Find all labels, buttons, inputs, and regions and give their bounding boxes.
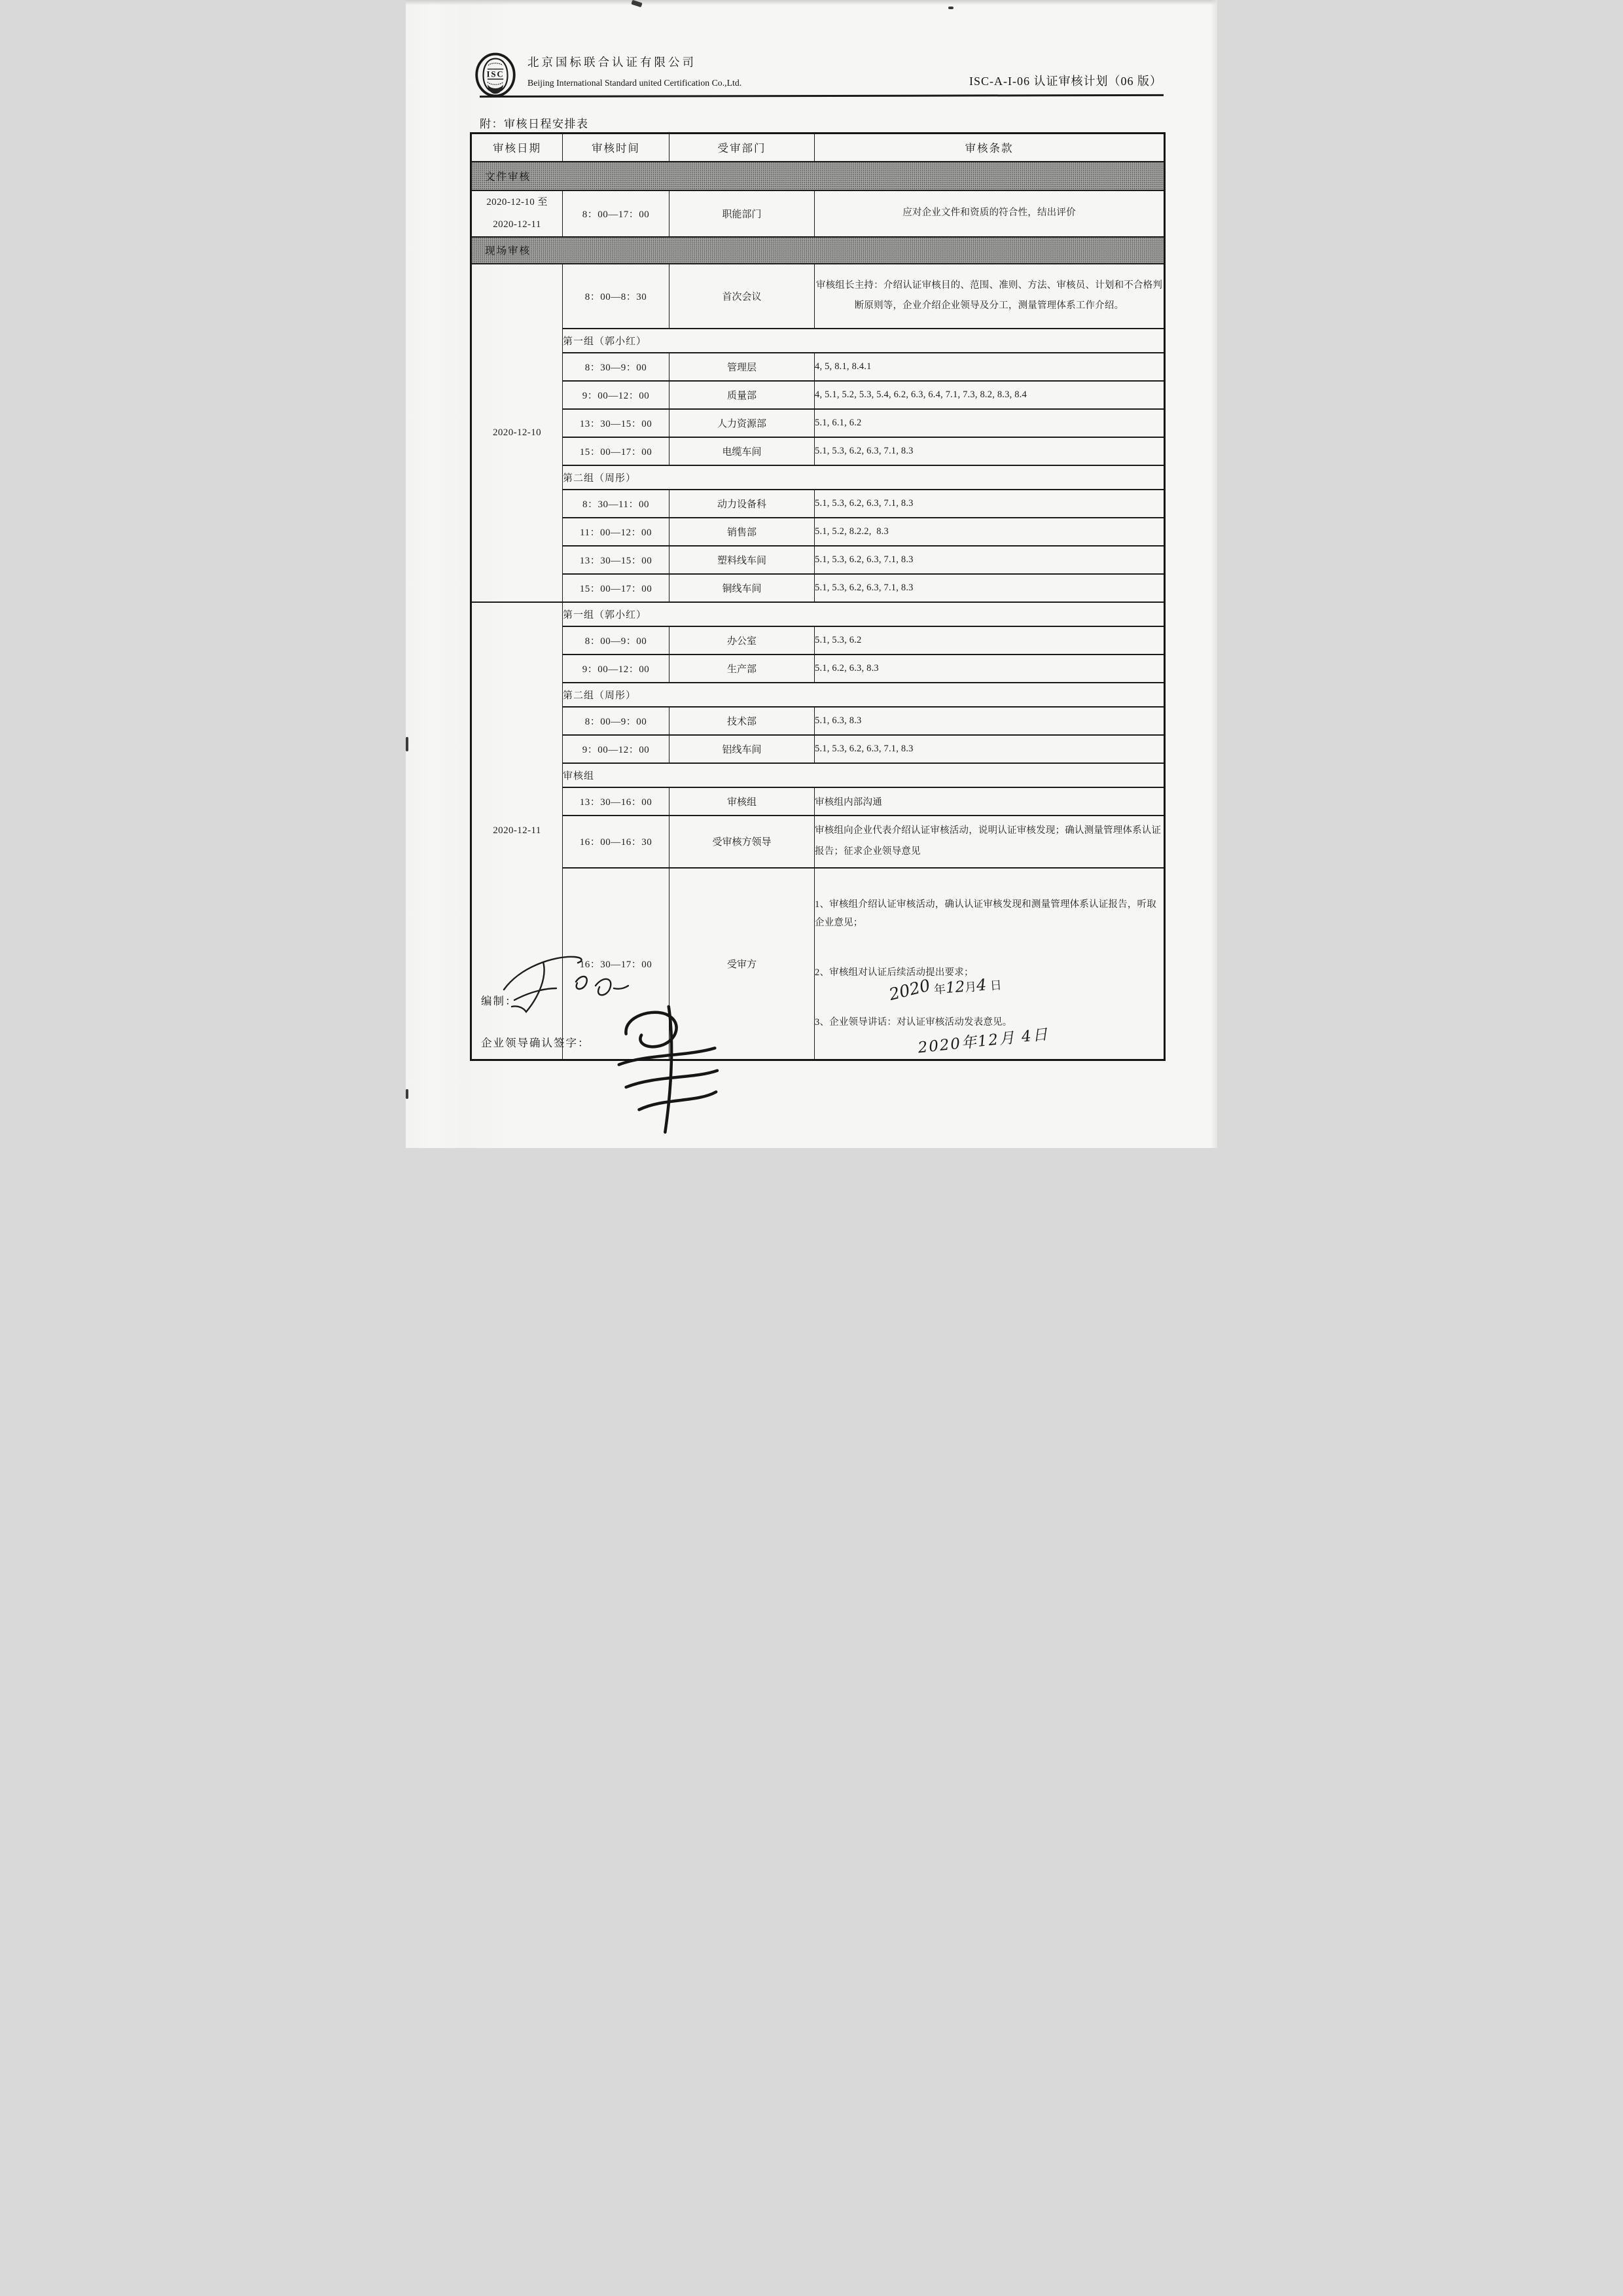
clause-item-1: 1、审核组介绍认证审核活动，确认认证审核发现和测量管理体系认证报告，听取企业意见； xyxy=(815,899,1156,928)
scanned-audit-plan-page xyxy=(406,0,1217,1148)
section-label: 现场审核 xyxy=(471,237,1165,264)
prepared-date-day-char: 日 xyxy=(989,978,1003,993)
group-label-row xyxy=(471,602,1165,626)
time-cell: 9：00—12：00 xyxy=(563,655,669,683)
scan-edge-shadow-top xyxy=(406,0,1217,5)
table-row xyxy=(471,655,1165,683)
date-line2: 2020-12-11 xyxy=(493,219,541,230)
dept-cell: 首次会议 xyxy=(669,264,815,329)
leader-date: 2020年12月 4日 xyxy=(917,1026,1050,1057)
time-cell: 15：00—17：00 xyxy=(563,574,669,602)
document-code-title: ISC-A-I-06 认证审核计划（06 版） xyxy=(969,75,1162,88)
clause-cell: 审核组长主持：介绍认证审核目的、范围、准则、方法、审核员、计划和不合格判断原则等，企业介绍企业领导及分工，测量管理体系工作介绍。 xyxy=(815,264,1165,329)
prepared-date-month: 12 xyxy=(945,978,966,997)
leader-confirm-label: 企业领导确认签字： xyxy=(481,1037,590,1049)
audit-schedule-table xyxy=(470,132,1166,1061)
section-label: 文件审核 xyxy=(471,162,1165,190)
clause-cell: 5.1, 5.3, 6.2, 6.3, 7.1, 8.3 xyxy=(815,735,1165,763)
clause-cell: 5.1, 5.3, 6.2 xyxy=(815,626,1165,655)
dept-cell: 质量部 xyxy=(669,381,815,409)
time-cell: 8：00—8：30 xyxy=(563,264,669,329)
dept-cell: 受审方 xyxy=(669,868,815,1060)
company-name-en: Beijing International Standard united Certification Co.,Ltd. xyxy=(527,78,742,88)
group-label-row xyxy=(471,683,1165,707)
clause-cell: 4, 5.1, 5.2, 5.3, 5.4, 6.2, 6.3, 6.4, 7.1, 7.3, 8.2, 8.3, 8.4 xyxy=(815,381,1165,409)
dept-cell: 铝线车间 xyxy=(669,735,815,763)
dept-cell: 人力资源部 xyxy=(669,409,815,437)
header-divider xyxy=(480,94,1164,98)
clause-cell: 5.1, 6.2, 6.3, 8.3 xyxy=(815,655,1165,683)
time-cell: 9：00—12：00 xyxy=(563,735,669,763)
section-row-site-review xyxy=(471,237,1165,264)
dept-cell: 铜线车间 xyxy=(669,574,815,602)
time-cell: 15：00—17：00 xyxy=(563,437,669,465)
table-row xyxy=(471,490,1165,518)
clause-cell: 5.1, 5.2, 8.2.2, 8.3 xyxy=(815,518,1165,546)
prepared-date-year: 2020 xyxy=(887,975,933,1005)
group-label-row xyxy=(471,465,1165,490)
time-cell: 16：30—17：00 xyxy=(563,868,669,1060)
time-cell: 9：00—12：00 xyxy=(563,381,669,409)
time-cell: 8：00—17：00 xyxy=(563,190,669,237)
table-row xyxy=(471,735,1165,763)
dept-cell: 职能部门 xyxy=(669,190,815,237)
group-label-row xyxy=(471,329,1165,353)
table-row xyxy=(471,409,1165,437)
company-name-cn: 北京国标联合认证有限公司 xyxy=(527,56,696,69)
section-row-file-review xyxy=(471,162,1165,190)
column-header-date: 审核日期 xyxy=(471,134,563,162)
clause-cell: 应对企业文件和资质的符合性，结出评价 xyxy=(815,190,1165,237)
group-label: 第一组（郭小红） xyxy=(563,329,1165,353)
dept-cell: 塑料线车间 xyxy=(669,546,815,574)
time-cell: 8：00—9：00 xyxy=(563,626,669,655)
clause-cell: 5.1, 6.3, 8.3 xyxy=(815,707,1165,735)
clause-cell: 5.1, 5.3, 6.2, 6.3, 7.1, 8.3 xyxy=(815,490,1165,518)
time-cell: 13：30—16：00 xyxy=(563,787,669,816)
dept-cell: 电缆车间 xyxy=(669,437,815,465)
scan-edge-shadow-right xyxy=(1211,0,1217,1148)
prepared-date-year-char: 年 xyxy=(933,982,946,997)
clause-cell: 4, 5, 8.1, 8.4.1 xyxy=(815,353,1165,381)
time-cell: 8：30—9：00 xyxy=(563,353,669,381)
dept-cell: 动力设备科 xyxy=(669,490,815,518)
date-cell xyxy=(471,190,563,237)
table-row xyxy=(471,264,1165,329)
clause-item-2: 2、审核组对认证后续活动提出要求； xyxy=(815,967,974,978)
table-row xyxy=(471,190,1165,237)
clause-cell: 审核组内部沟通 xyxy=(815,787,1165,816)
dept-cell: 审核组 xyxy=(669,787,815,816)
column-header-dept: 受审部门 xyxy=(669,134,815,162)
table-row xyxy=(471,626,1165,655)
dept-cell: 销售部 xyxy=(669,518,815,546)
date-cell-day1: 2020-12-10 xyxy=(471,264,563,602)
attachment-title: 附：审核日程安排表 xyxy=(480,118,589,130)
time-cell: 11：00—12：00 xyxy=(563,518,669,546)
dept-cell: 办公室 xyxy=(669,626,815,655)
table-row xyxy=(471,546,1165,574)
group-label: 第二组（周彤） xyxy=(563,465,1165,490)
dept-cell: 受审核方领导 xyxy=(669,816,815,868)
isc-logo-icon xyxy=(474,52,516,98)
clause-cell: 5.1, 5.3, 6.2, 6.3, 7.1, 8.3 xyxy=(815,546,1165,574)
scan-artifact xyxy=(406,1089,408,1099)
column-header-clause: 审核条款 xyxy=(815,134,1165,162)
column-header-time: 审核时间 xyxy=(563,134,669,162)
table-row xyxy=(471,437,1165,465)
time-cell: 8：00—9：00 xyxy=(563,707,669,735)
prepared-date-month-char: 月 xyxy=(964,980,977,994)
table-row xyxy=(471,787,1165,816)
dept-cell: 技术部 xyxy=(669,707,815,735)
leader-signature xyxy=(599,1000,723,1141)
date-cell-day2: 2020-12-11 xyxy=(471,602,563,1060)
scan-artifact xyxy=(406,737,408,751)
group-label: 第二组（周彤） xyxy=(563,683,1165,707)
table-row xyxy=(471,518,1165,546)
date-line1: 2020-12-10 至 xyxy=(486,196,548,207)
time-cell: 16：00—16：30 xyxy=(563,816,669,868)
clause-item-3: 3、企业领导讲话：对认证审核活动发表意见。 xyxy=(815,1017,1012,1028)
group-label: 第一组（郭小红） xyxy=(563,602,1165,626)
isc-logo-text: ISC xyxy=(486,69,505,79)
group-label: 审核组 xyxy=(563,763,1165,787)
table-header-row xyxy=(471,134,1165,162)
table-row xyxy=(471,353,1165,381)
prepared-date-day: 4 xyxy=(976,975,988,995)
table-row xyxy=(471,381,1165,409)
time-cell: 13：30—15：00 xyxy=(563,546,669,574)
table-row xyxy=(471,816,1165,868)
group-label-row xyxy=(471,763,1165,787)
table-row xyxy=(471,574,1165,602)
scan-artifact xyxy=(948,7,954,9)
table-row xyxy=(471,707,1165,735)
dept-cell: 生产部 xyxy=(669,655,815,683)
clause-cell: 审核组向企业代表介绍认证审核活动，说明认证审核发现；确认测量管理体系认证报告；征求企业领导意见 xyxy=(815,816,1165,868)
clause-cell: 5.1, 6.1, 6.2 xyxy=(815,409,1165,437)
clause-cell: 5.1, 5.3, 6.2, 6.3, 7.1, 8.3 xyxy=(815,574,1165,602)
prepared-by-label: 编制： xyxy=(481,995,518,1007)
dept-cell: 管理层 xyxy=(669,353,815,381)
time-cell: 8：30—11：00 xyxy=(563,490,669,518)
clause-cell: 5.1, 5.3, 6.2, 6.3, 7.1, 8.3 xyxy=(815,437,1165,465)
time-cell: 13：30—15：00 xyxy=(563,409,669,437)
